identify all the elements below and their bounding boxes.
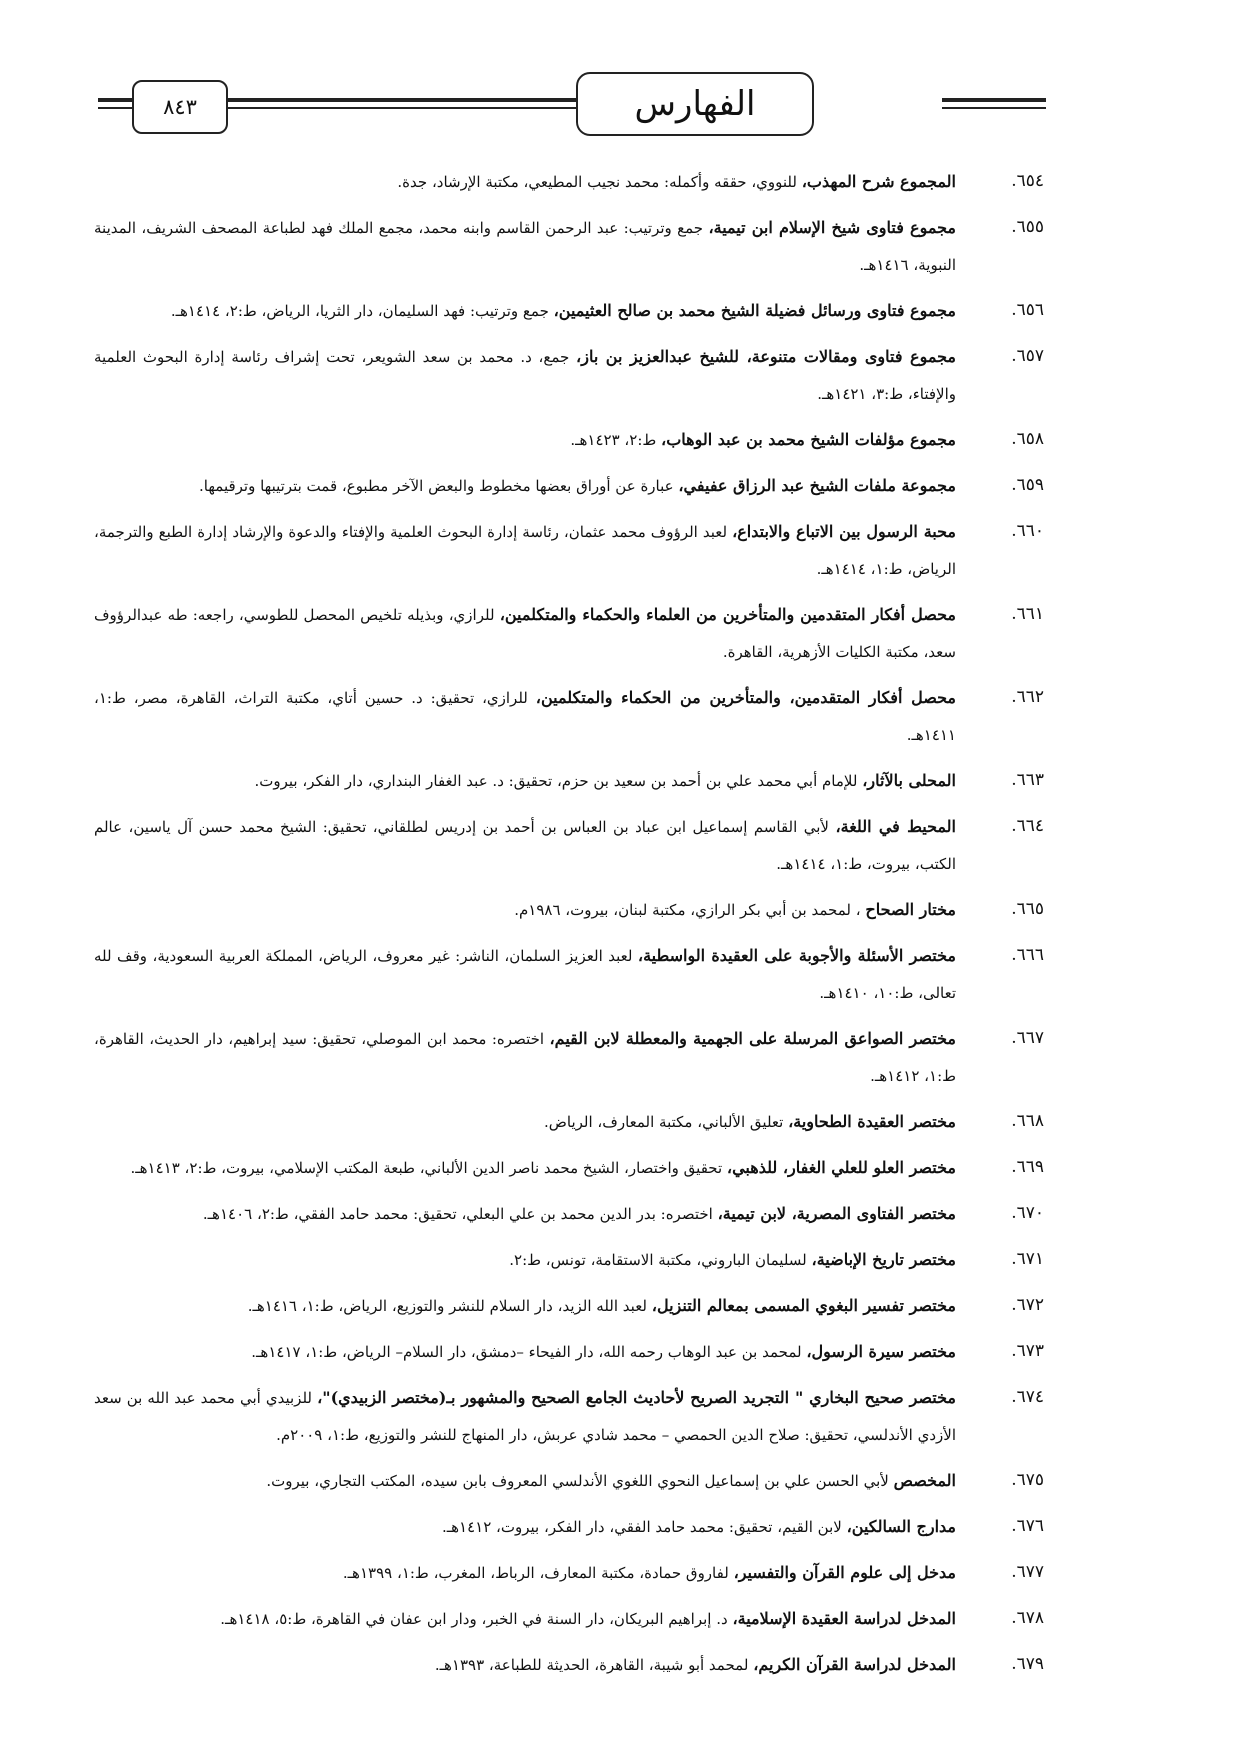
header-rule bbox=[228, 107, 576, 109]
entry-number: ٦٦٩. bbox=[1011, 1157, 1044, 1177]
bibliography-entry bbox=[94, 762, 1044, 800]
entry-title: مختصر العلو للعلي الغفار، للذهبي، bbox=[726, 1158, 956, 1177]
entry-title: مجموع فتاوى ومقالات متنوعة، للشيخ عبدالعزيز بن باز، bbox=[576, 347, 956, 366]
bibliography-entry bbox=[94, 1508, 1044, 1546]
entry-details: جمع وترتيب: عبد الرحمن القاسم وابنه محمد، مجمع الملك فهد لطباعة المصحف الشريف، المدينة النبوية، ١٤١٦هـ. bbox=[94, 219, 956, 274]
bibliography-entry bbox=[94, 891, 1044, 929]
header-rule bbox=[942, 98, 1046, 102]
entry-title: مدارج السالكين، bbox=[846, 1517, 956, 1536]
entry-title: مجموع فتاوى شيخ الإسلام ابن تيمية، bbox=[708, 218, 956, 237]
bibliography-entry bbox=[94, 1103, 1044, 1141]
entry-number: ٦٧٢. bbox=[1011, 1295, 1044, 1315]
entry-details: اختصره: بدر الدين محمد بن علي البعلي، تحقيق: محمد حامد الفقي، ط:٢، ١٤٠٦هـ. bbox=[202, 1205, 713, 1223]
bibliography-entry bbox=[94, 467, 1044, 505]
entry-title: المدخل لدراسة العقيدة الإسلامية، bbox=[732, 1609, 956, 1628]
entry-number: ٦٥٩. bbox=[1011, 475, 1044, 495]
bibliography-entry bbox=[94, 1554, 1044, 1592]
bibliography-entry bbox=[94, 209, 1044, 284]
bibliography-entry bbox=[94, 1020, 1044, 1095]
entry-number: ٦٧٦. bbox=[1011, 1516, 1044, 1536]
entry-number: ٦٥٨. bbox=[1011, 429, 1044, 449]
entry-details: لمحمد بن عبد الوهاب رحمه الله، دار الفيحاء –دمشق، دار السلام– الرياض، ط:١، ١٤١٧هـ. bbox=[251, 1343, 802, 1361]
entry-number: ٦٦١. bbox=[1011, 604, 1044, 624]
entry-title: مجموع مؤلفات الشيخ محمد بن عبد الوهاب، bbox=[661, 430, 956, 449]
entry-number: ٦٥٤. bbox=[1011, 171, 1044, 191]
page-number: ٨٤٣ bbox=[132, 80, 228, 134]
entry-number: ٦٧٣. bbox=[1011, 1341, 1044, 1361]
entry-details: ، لمحمد بن أبي بكر الرازي، مكتبة لبنان، بيروت، ١٩٨٦م. bbox=[514, 901, 861, 919]
header-rule bbox=[98, 98, 132, 102]
entry-details: للإمام أبي محمد علي بن أحمد بن سعيد بن حزم، تحقيق: د. عبد الغفار البنداري، دار الفكر، بيروت. bbox=[254, 772, 858, 790]
entry-details: لسليمان الباروني، مكتبة الاستقامة، تونس، ط:٢. bbox=[509, 1251, 807, 1269]
entry-title: مختصر الأسئلة والأجوبة على العقيدة الواسطية، bbox=[637, 946, 956, 965]
page-header bbox=[98, 70, 1046, 140]
entry-number: ٦٧٩. bbox=[1011, 1654, 1044, 1674]
entry-title: المحيط في اللغة، bbox=[835, 817, 956, 836]
entry-title: مختار الصحاح bbox=[865, 900, 956, 919]
entry-number: ٦٧١. bbox=[1011, 1249, 1044, 1269]
bibliography-entry bbox=[94, 421, 1044, 459]
entry-number: ٦٦٤. bbox=[1011, 816, 1044, 836]
entry-details: لأبي القاسم إسماعيل ابن عباد بن العباس بن أحمد بن إدريس لطلقاني، تحقيق: الشيخ محمد حسن آل ياسين، عالم الكتب، بيروت، ط:١، ١٤١٤هـ. bbox=[94, 818, 956, 873]
entry-title: المدخل لدراسة القرآن الكريم، bbox=[753, 1655, 956, 1674]
bibliography-entry bbox=[94, 338, 1044, 413]
bibliography-entry bbox=[94, 1287, 1044, 1325]
entry-details: لأبي الحسن علي بن إسماعيل النحوي اللغوي الأندلسي المعروف بابن سيده، المكتب التجاري، بيروت. bbox=[266, 1472, 889, 1490]
entry-number: ٦٧٨. bbox=[1011, 1608, 1044, 1628]
entry-details: تعليق الألباني، مكتبة المعارف، الرياض. bbox=[544, 1113, 784, 1131]
entry-details: للزبيدي أبي محمد عبد الله بن سعد الأزدي الأندلسي، تحقيق: صلاح الدين الحمصي – محمد شادي عربش، دار المنهاج للنشر والتوزيع، ط:١، ٢٠٠٩م. bbox=[94, 1389, 956, 1444]
entry-number: ٦٧٤. bbox=[1011, 1387, 1044, 1407]
entry-details: لمحمد أبو شيبة، القاهرة، الحديثة للطباعة، ١٣٩٣هـ. bbox=[434, 1656, 749, 1674]
entry-title: مجموع فتاوى ورسائل فضيلة الشيخ محمد بن صالح العثيمين، bbox=[553, 301, 956, 320]
entry-number: ٦٦٥. bbox=[1011, 899, 1044, 919]
bibliography-entry bbox=[94, 513, 1044, 588]
entry-number: ٦٦٣. bbox=[1011, 770, 1044, 790]
entry-details: للنووي، حققه وأكمله: محمد نجيب المطيعي، مكتبة الإرشاد، جدة. bbox=[397, 173, 797, 191]
entry-details: للرازي، وبذيله تلخيص المحصل للطوسي، راجعه: طه عبدالرؤوف سعد، مكتبة الكليات الأزهرية، القاهرة. bbox=[94, 606, 956, 661]
entry-details: اختصره: محمد ابن الموصلي، تحقيق: سيد إبراهيم، دار الحديث، القاهرة، ط:١، ١٤١٢هـ. bbox=[94, 1030, 956, 1085]
entry-title: المخصص bbox=[893, 1471, 956, 1490]
entry-title: مجموعة ملفات الشيخ عبد الرزاق عفيفي، bbox=[678, 476, 956, 495]
entry-title: المحلى بالآثار، bbox=[862, 771, 956, 790]
entry-title: محصل أفكار المتقدمين والمتأخرين من العلماء والحكماء والمتكلمين، bbox=[499, 605, 956, 624]
bibliography-entry bbox=[94, 937, 1044, 1012]
entry-number: ٦٦٧. bbox=[1011, 1028, 1044, 1048]
entry-title: مدخل إلى علوم القرآن والتفسير، bbox=[733, 1563, 956, 1582]
bibliography-entry bbox=[94, 1600, 1044, 1638]
entry-number: ٦٦٢. bbox=[1011, 687, 1044, 707]
entry-title: مختصر العقيدة الطحاوية، bbox=[788, 1112, 956, 1131]
bibliography-entry bbox=[94, 679, 1044, 754]
entry-details: لعبد الرؤوف محمد عثمان، رئاسة إدارة البحوث العلمية والإفتاء والدعوة والإرشاد إدارة الطبع والترجمة، الرياض، ط:١، ١٤١٤هـ. bbox=[94, 523, 956, 578]
entry-details: جمع، د. محمد بن سعد الشويعر، تحت إشراف رئاسة إدارة البحوث العلمية والإفتاء، ط:٣، ١٤٢١هـ. bbox=[94, 348, 956, 403]
bibliography-list bbox=[94, 163, 1044, 1692]
entry-number: ٦٧٠. bbox=[1011, 1203, 1044, 1223]
entry-number: ٦٥٥. bbox=[1011, 217, 1044, 237]
bibliography-entry bbox=[94, 1241, 1044, 1279]
entry-number: ٦٥٦. bbox=[1011, 300, 1044, 320]
bibliography-entry bbox=[94, 292, 1044, 330]
entry-title: محصل أفكار المتقدمين، والمتأخرين من الحكماء والمتكلمين، bbox=[535, 688, 956, 707]
entry-number: ٦٦٠. bbox=[1011, 521, 1044, 541]
bibliography-entry bbox=[94, 1646, 1044, 1684]
bibliography-entry bbox=[94, 1379, 1044, 1454]
entry-title: المجموع شرح المهذب، bbox=[801, 172, 956, 191]
entry-details: عبارة عن أوراق بعضها مخطوط والبعض الآخر مطبوع، قمت بترتيبها وترقيمها. bbox=[199, 477, 674, 495]
entry-details: تحقيق واختصار، الشيخ محمد ناصر الدين الألباني، طبعة المكتب الإسلامي، بيروت، ط:٢، ١٤١٣هـ. bbox=[130, 1159, 723, 1177]
entry-details: ط:٢، ١٤٢٣هـ. bbox=[570, 431, 657, 449]
entry-number: ٦٦٨. bbox=[1011, 1111, 1044, 1131]
bibliography-entry bbox=[94, 596, 1044, 671]
entry-title: مختصر الصواعق المرسلة على الجهمية والمعطلة لابن القيم، bbox=[549, 1029, 956, 1048]
entry-title: مختصر صحيح البخاري " التجريد الصريح لأحاديث الجامع الصحيح والمشهور بـ(مختصر الزبيدي)"، bbox=[317, 1388, 956, 1407]
bibliography-entry bbox=[94, 1333, 1044, 1371]
entry-details: لعبد الله الزيد، دار السلام للنشر والتوزيع، الرياض، ط:١، ١٤١٦هـ. bbox=[247, 1297, 648, 1315]
header-rule bbox=[98, 107, 132, 109]
entry-details: جمع وترتيب: فهد السليمان، دار الثريا، الرياض، ط:٢، ١٤١٤هـ. bbox=[170, 302, 549, 320]
entry-title: مختصر الفتاوى المصرية، لابن تيمية، bbox=[717, 1204, 956, 1223]
bibliography-entry bbox=[94, 1195, 1044, 1233]
entry-number: ٦٧٥. bbox=[1011, 1470, 1044, 1490]
entry-title: مختصر تفسير البغوي المسمى بمعالم التنزيل، bbox=[651, 1296, 956, 1315]
entry-number: ٦٧٧. bbox=[1011, 1562, 1044, 1582]
entry-number: ٦٦٦. bbox=[1011, 945, 1044, 965]
entry-details: لابن القيم، تحقيق: محمد حامد الفقي، دار الفكر، بيروت، ١٤١٢هـ. bbox=[441, 1518, 842, 1536]
bibliography-entry bbox=[94, 163, 1044, 201]
bibliography-entry bbox=[94, 1149, 1044, 1187]
entry-title: محبة الرسول بين الاتباع والابتداع، bbox=[732, 522, 956, 541]
entry-number: ٦٥٧. bbox=[1011, 346, 1044, 366]
entry-details: لعبد العزيز السلمان، الناشر: غير معروف، الرياض، المملكة العربية السعودية، وقف لله تعالى، ط:١٠، ١٤١٠هـ. bbox=[94, 947, 956, 1002]
entry-title: مختصر تاريخ الإباضية، bbox=[811, 1250, 956, 1269]
bibliography-entry bbox=[94, 808, 1044, 883]
entry-title: مختصر سيرة الرسول، bbox=[806, 1342, 956, 1361]
entry-details: لفاروق حمادة، مكتبة المعارف، الرباط، المغرب، ط:١، ١٣٩٩هـ. bbox=[342, 1564, 729, 1582]
bibliography-entry bbox=[94, 1462, 1044, 1500]
header-rule bbox=[228, 98, 576, 102]
section-title: الفهارس bbox=[576, 72, 814, 136]
header-rule bbox=[942, 107, 1046, 109]
entry-details: للرازي، تحقيق: د. حسين أتاي، مكتبة التراث، القاهرة، مصر، ط:١، ١٤١١هـ. bbox=[94, 689, 956, 744]
entry-details: د. إبراهيم البريكان، دار السنة في الخبر، ودار ابن عفان في القاهرة، ط:٥، ١٤١٨هـ. bbox=[220, 1610, 728, 1628]
